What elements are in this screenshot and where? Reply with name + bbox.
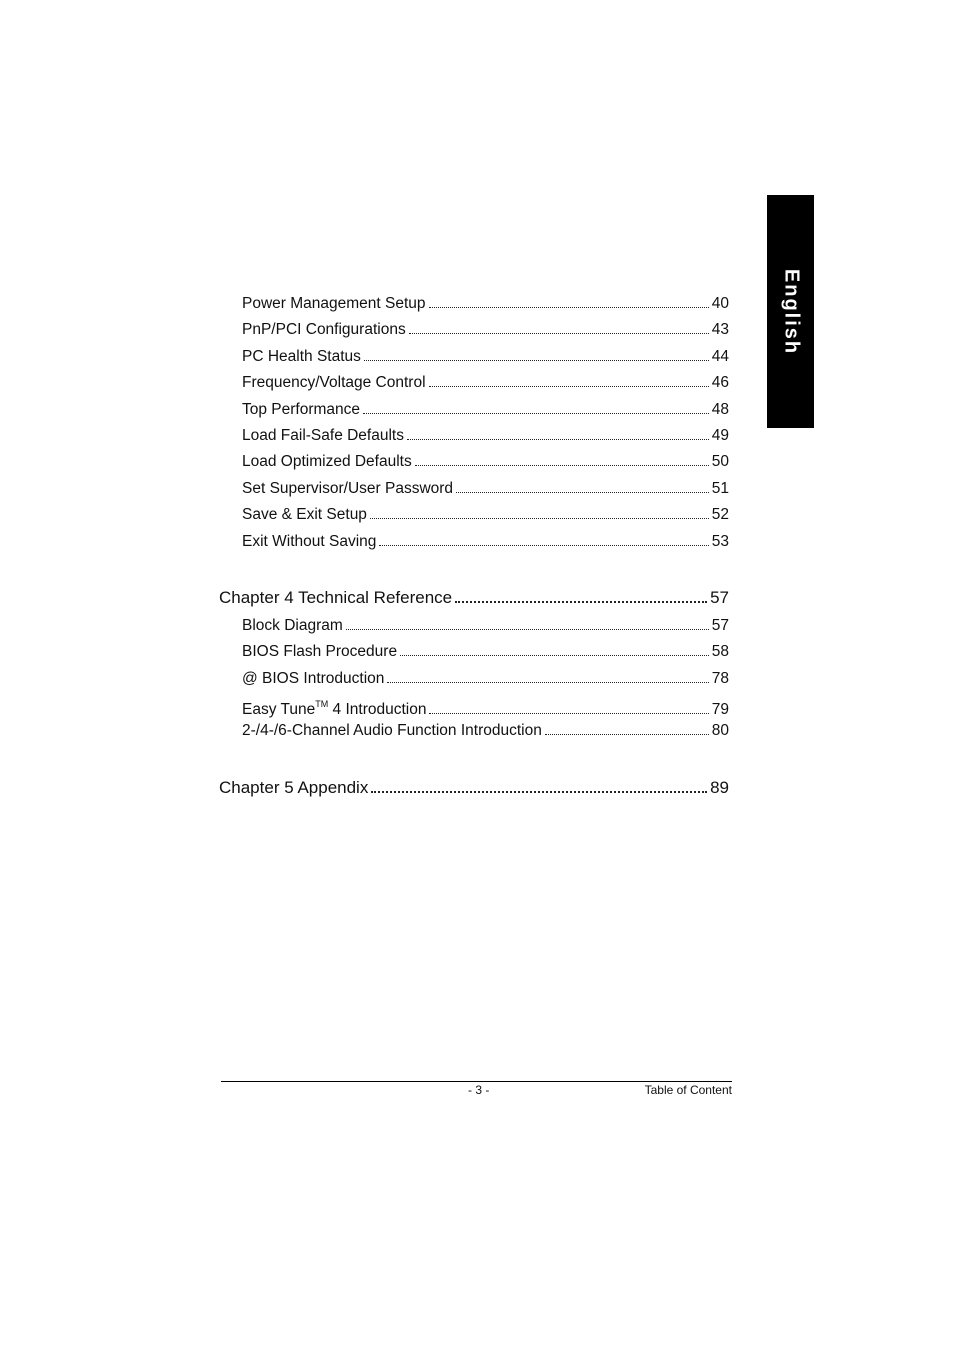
toc-entry-page: 44 (711, 348, 729, 365)
toc-entry-page: 50 (711, 453, 729, 470)
toc-entry-page: 43 (711, 321, 729, 338)
toc-entry-title: Power Management Setup (242, 295, 426, 312)
toc-entry-page: 79 (711, 701, 729, 719)
toc-leader-dots (407, 439, 709, 440)
toc-entry[interactable] (242, 294, 729, 314)
toc-entry[interactable] (242, 320, 729, 340)
toc-entry-page: 52 (711, 506, 729, 523)
toc-entry-title: Load Optimized Defaults (242, 453, 412, 470)
toc-entry[interactable] (242, 505, 729, 525)
toc-entry-title: 2-/4-/6-Channel Audio Function Introduction (242, 722, 542, 739)
toc-entry-title: PC Health Status (242, 348, 361, 365)
toc-leader-dots (429, 713, 708, 714)
toc-entry-page: 40 (711, 295, 729, 312)
toc-chapter-page: 57 (710, 588, 729, 607)
toc-entry-page: 53 (711, 533, 729, 550)
toc-entry-title: Set Supervisor/User Password (242, 480, 454, 497)
toc-leader-dots (363, 413, 709, 414)
toc-chapter-page: 89 (710, 778, 729, 797)
footer-section-title: Table of Content (644, 1083, 732, 1097)
toc-entry-page: 58 (711, 643, 729, 660)
trademark-superscript: TM (315, 699, 329, 709)
language-tab-label: English (780, 268, 802, 355)
toc-entry-title-suffix: 4 Introduction (328, 701, 427, 719)
toc-leader-dots (415, 465, 709, 466)
toc-entry-title: Frequency/Voltage Control (242, 374, 426, 391)
toc-entry[interactable] (242, 426, 729, 446)
toc-leader-dots (429, 386, 709, 387)
toc-entry-page: 51 (711, 480, 729, 497)
toc-entry-title: BIOS Flash Procedure (242, 643, 398, 660)
toc-leader-dots (409, 333, 709, 334)
toc-entry-title: Exit Without Saving (242, 533, 377, 550)
toc-entry-title: Save & Exit Setup (242, 506, 367, 523)
toc-leader-dots (370, 518, 709, 519)
footer-divider (221, 1081, 732, 1082)
toc-leader-dots (346, 629, 709, 630)
toc-entry-title-main: Easy Tune (242, 701, 316, 719)
toc-entry-title: Top Performance (242, 401, 361, 418)
toc-chapter-title: Chapter 4 Technical Reference (219, 588, 453, 607)
toc-entry[interactable] (242, 400, 729, 420)
toc-leader-dots (364, 360, 709, 361)
toc-leader-dots (429, 307, 709, 308)
toc-entry[interactable] (242, 642, 729, 662)
toc-entry[interactable] (242, 616, 729, 636)
toc-entry[interactable] (242, 532, 729, 552)
toc-leader-dots (545, 734, 709, 735)
toc-entry-title: Load Fail-Safe Defaults (242, 427, 404, 444)
toc-entry[interactable] (242, 452, 729, 472)
toc-entry-page: 57 (711, 617, 729, 634)
toc-leader-dots (456, 492, 709, 493)
toc-entry-title (242, 695, 426, 720)
toc-entry-title: PnP/PCI Configurations (242, 321, 406, 338)
toc-entry-page: 48 (711, 401, 729, 418)
toc-entry[interactable] (242, 373, 729, 393)
toc-entry-page: 80 (711, 722, 729, 739)
toc-entry[interactable] (242, 479, 729, 499)
toc-leader-dots (400, 655, 709, 656)
toc-chapter-title: Chapter 5 Appendix (219, 778, 369, 797)
toc-entry-title: Block Diagram (242, 617, 343, 634)
footer-page-number: - 3 - (468, 1083, 490, 1097)
toc-entry-page: 46 (711, 374, 729, 391)
toc-chapter-5[interactable] (219, 777, 729, 799)
toc-entry-title: @ BIOS Introduction (242, 670, 385, 687)
toc-entry[interactable] (242, 669, 729, 689)
toc-entry[interactable] (242, 347, 729, 367)
toc-leader-dots (387, 682, 708, 683)
toc-chapter-4[interactable] (219, 587, 729, 609)
toc-entry[interactable] (242, 695, 729, 720)
toc-entry-page: 78 (711, 670, 729, 687)
toc-leader-dots (455, 601, 707, 603)
toc-entry[interactable] (242, 721, 729, 741)
toc-entry-page: 49 (711, 427, 729, 444)
language-tab (767, 195, 814, 428)
toc-leader-dots (379, 545, 708, 546)
toc-leader-dots (371, 791, 707, 793)
